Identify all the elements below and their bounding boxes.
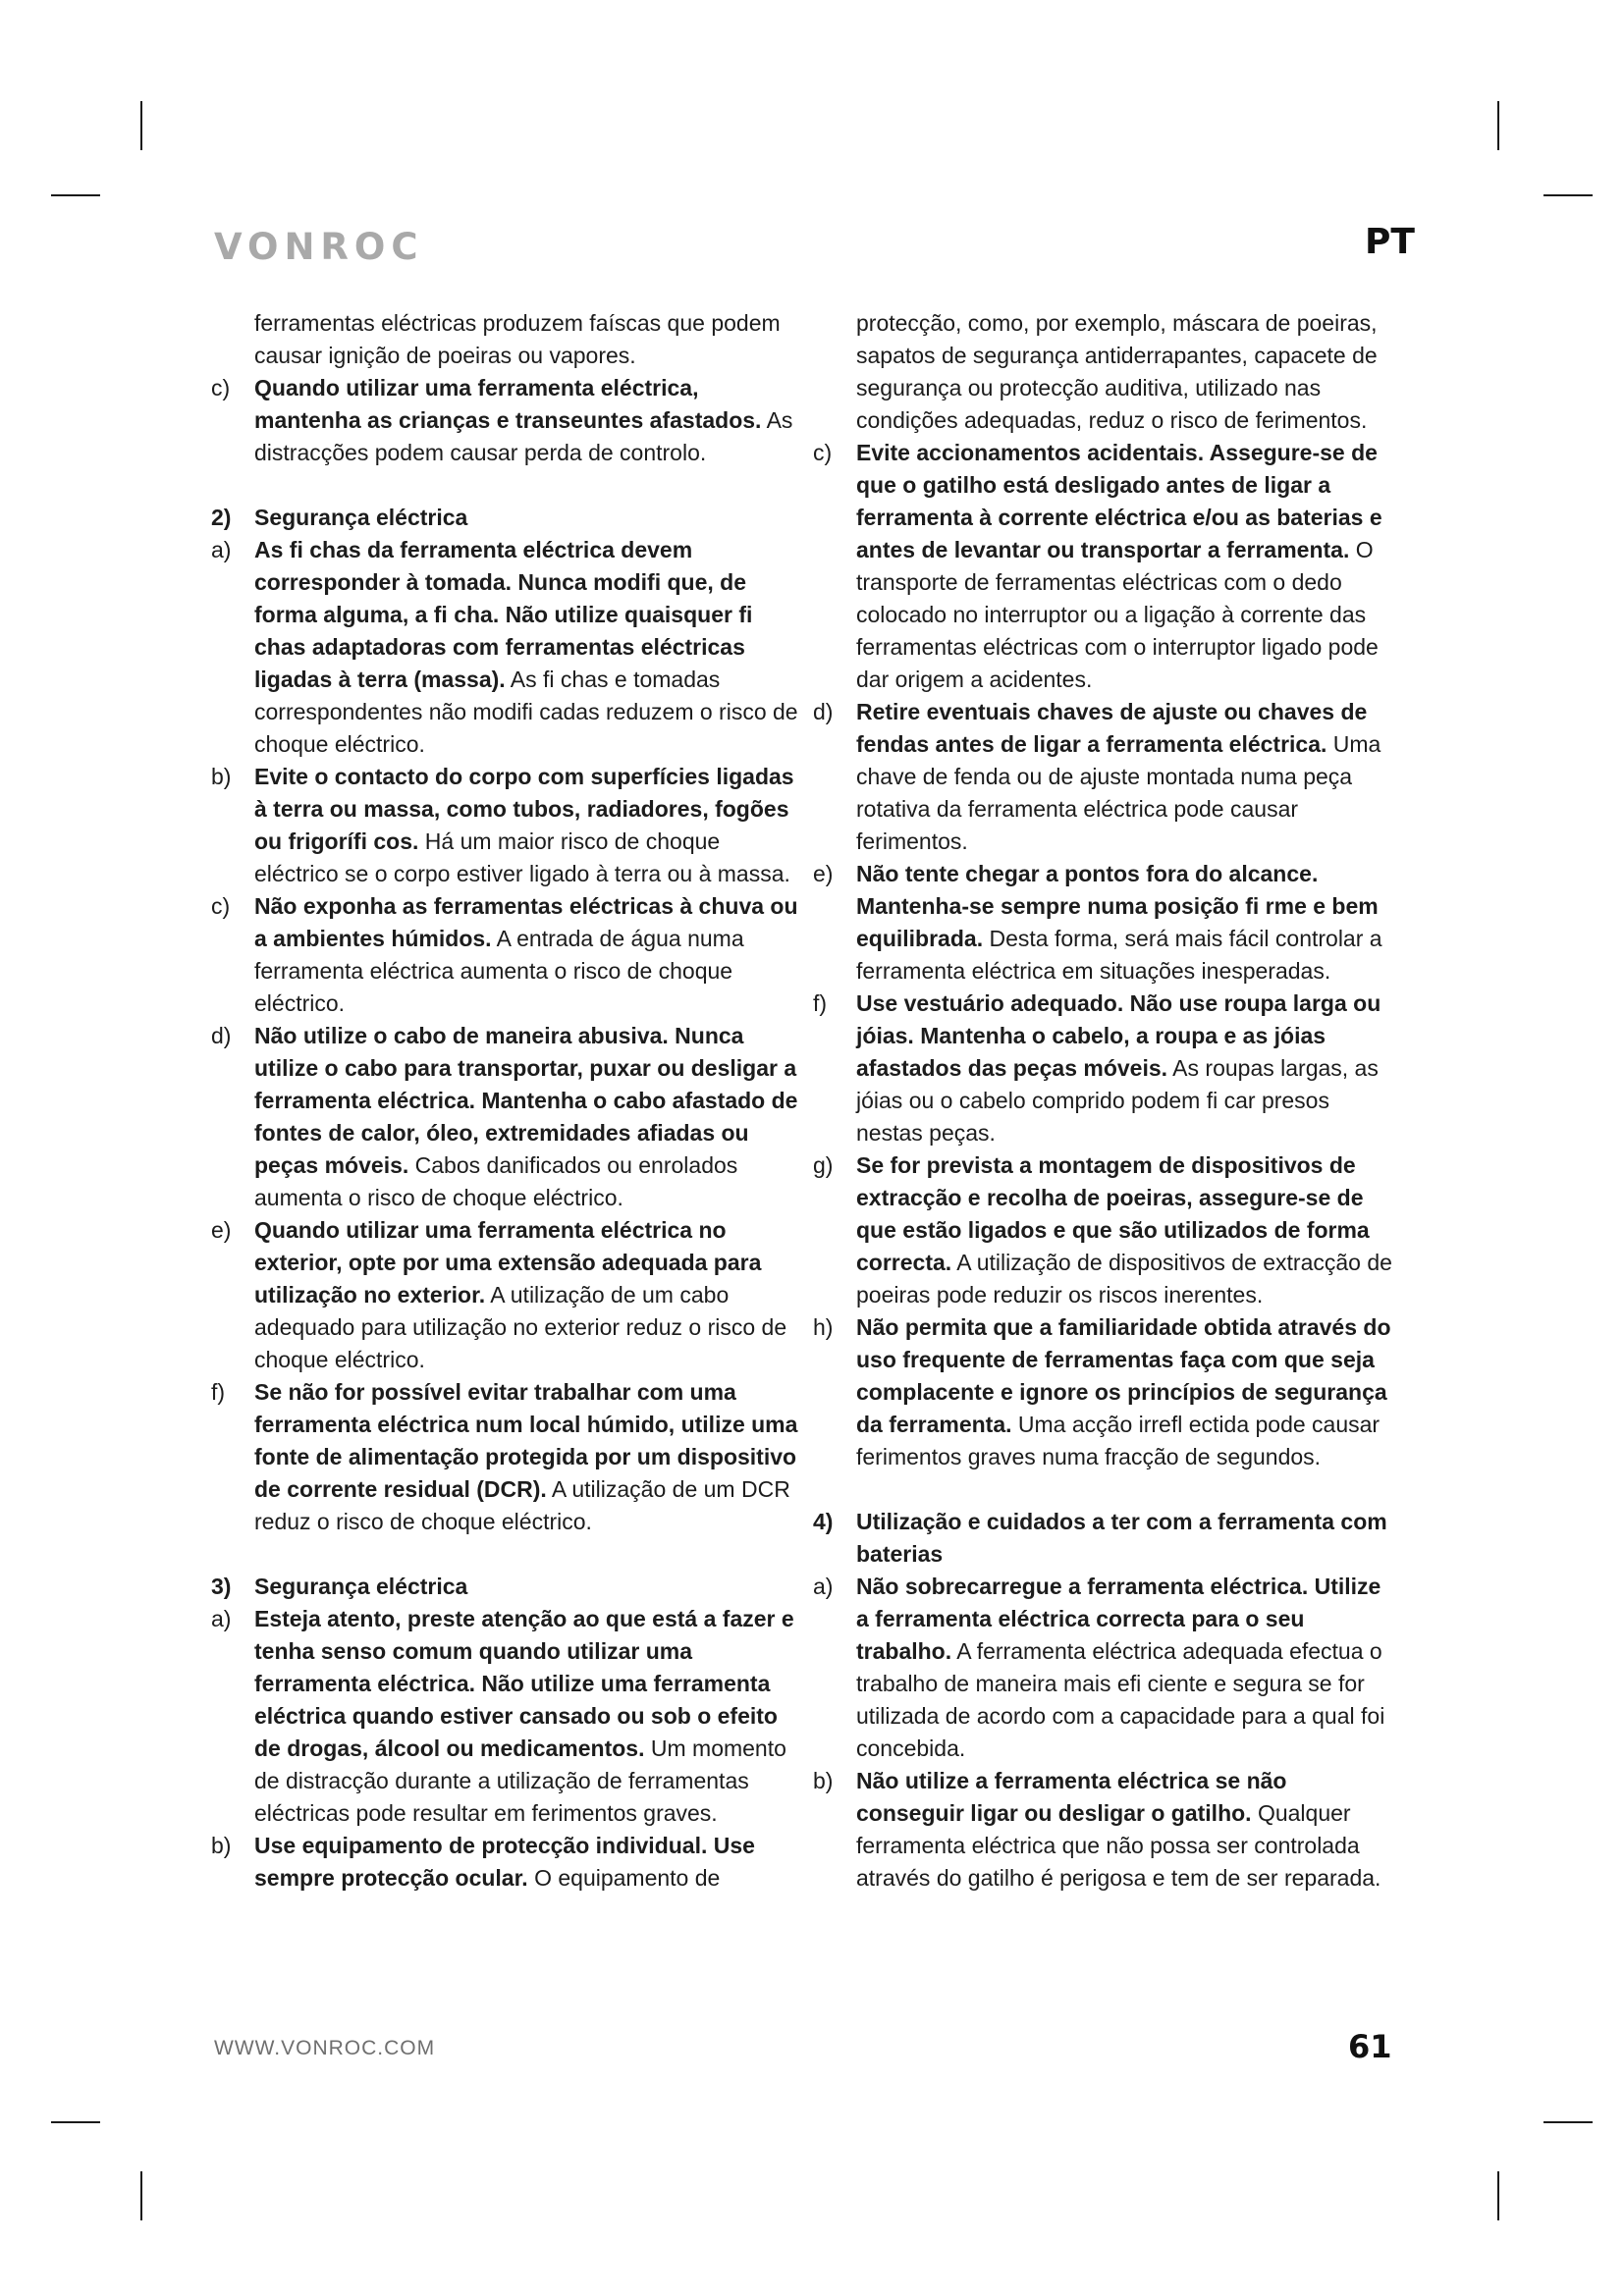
item-label: b) xyxy=(813,1768,834,1793)
list-item xyxy=(211,1020,800,1214)
list-item xyxy=(813,696,1394,858)
item-emphasis: Esteja atento, preste atenção ao que está a fazer e tenha senso comum quando utilizar uma ferramenta eléctrica. Não utilize uma ferramenta eléctrica quando estiver cansado ou sob o efeito de drogas, álcool ou medicamentos. xyxy=(254,1606,794,1761)
item-text: O transporte de ferramentas eléctricas com o dedo colocado no interruptor ou a ligação à corrente das ferramentas eléctricas com o interruptor ligado pode dar origem a acidentes. xyxy=(856,537,1379,692)
continued-paragraph: protecção, como, por exemplo, máscara de poeiras, sapatos de segurança antiderrapantes, capacete de segurança ou protecção auditiva, utilizado nas condições adequadas, reduz o risco de ferimentos. xyxy=(856,310,1378,433)
section-number: 2) xyxy=(211,505,232,530)
list-item xyxy=(211,1376,800,1538)
list-item xyxy=(211,761,800,890)
item-label: d) xyxy=(813,699,834,724)
item-label: c) xyxy=(211,893,231,919)
item-label: f) xyxy=(813,990,828,1016)
item-emphasis: Não exponha as ferramentas eléctricas à chuva ou a ambientes húmidos. xyxy=(254,893,798,951)
item-text: Qualquer ferramenta eléctrica que não possa ser controlada através do gatilho é perigosa e tem de ser reparada. xyxy=(856,1800,1381,1891)
item-text: As fi chas e tomadas correspondentes não modifi cadas reduzem o risco de choque eléctrico. xyxy=(254,667,798,757)
list-item xyxy=(211,1214,800,1376)
item-text: As roupas largas, as jóias ou o cabelo comprido podem fi car presos nestas peças. xyxy=(856,1055,1379,1146)
list-item xyxy=(211,372,800,469)
item-label: a) xyxy=(813,1574,834,1599)
item-emphasis: Quando utilizar uma ferramenta eléctrica no exterior, opte por uma extensão adequada para utilização no exterior. xyxy=(254,1217,762,1308)
item-label: e) xyxy=(211,1217,232,1243)
item-text: Desta forma, será mais fácil controlar a ferramenta eléctrica em situações inesperadas. xyxy=(856,926,1382,984)
item-emphasis: Evite accionamentos acidentais. Assegure-se de que o gatilho está desligado antes de ligar a ferramenta à corrente eléctrica e/ou as baterias e antes de levantar ou transportar a ferramenta. xyxy=(856,440,1382,562)
crop-mark xyxy=(140,101,142,150)
item-emphasis: Se não for possível evitar trabalhar com uma ferramenta eléctrica num local húmido, utilize uma fonte de alimentação protegida por um dispositivo de corrente residual (DCR). xyxy=(254,1379,798,1502)
list-item xyxy=(813,1571,1394,1765)
language-code: PT xyxy=(1365,222,1415,262)
item-emphasis: Não sobrecarregue a ferramenta eléctrica. Utilize a ferramenta eléctrica correcta para o seu trabalho. xyxy=(856,1574,1381,1664)
item-label: b) xyxy=(211,764,232,789)
item-emphasis: Não permita que a familiaridade obtida através do uso frequente de ferramentas faça com que seja complacente e ignore os princípios de segurança da ferramenta. xyxy=(856,1314,1391,1437)
right-column xyxy=(813,307,1394,1895)
item-label: e) xyxy=(813,861,834,886)
item-emphasis: Evite o contacto do corpo com superfícies ligadas à terra ou massa, como tubos, radiadores, fogões ou frigorífi cos. xyxy=(254,764,794,854)
item-text: A utilização de um DCR reduz o risco de choque eléctrico. xyxy=(254,1476,790,1534)
list-item xyxy=(813,437,1394,696)
crop-mark xyxy=(51,194,100,196)
item-label: f) xyxy=(211,1379,226,1405)
item-text: A entrada de água numa ferramenta eléctrica aumenta o risco de choque eléctrico. xyxy=(254,926,744,1016)
footer-url: WWW.VONROC.COM xyxy=(214,2037,436,2059)
continued-paragraph: ferramentas eléctricas produzem faíscas que podem causar ignição de poeiras ou vapores. xyxy=(254,310,781,368)
list-item xyxy=(813,988,1394,1149)
list-item xyxy=(211,1830,800,1895)
section-heading xyxy=(211,1571,800,1603)
item-emphasis: As fi chas da ferramenta eléctrica devem corresponder à tomada. Nunca modifi que, de forma alguma, a fi cha. Não utilize quaisquer fi chas adaptadoras com ferramentas eléctricas ligadas à terra (massa). xyxy=(254,537,753,692)
item-text: As distracções podem causar perda de controlo. xyxy=(254,407,793,465)
item-text: Cabos danificados ou enrolados aumenta o risco de choque eléctrico. xyxy=(254,1152,738,1210)
item-text: Há um maior risco de choque eléctrico se o corpo estiver ligado à terra ou à massa. xyxy=(254,828,790,886)
list-item xyxy=(813,858,1394,988)
item-label: g) xyxy=(813,1152,834,1178)
item-label: a) xyxy=(211,537,232,562)
item-text: Uma chave de fenda ou de ajuste montada numa peça rotativa da ferramenta eléctrica pode causar ferimentos. xyxy=(856,731,1381,854)
section-title: Segurança eléctrica xyxy=(254,505,468,530)
item-text: A utilização de dispositivos de extracção de poeiras pode reduzir os riscos inerentes. xyxy=(856,1250,1392,1308)
list-item xyxy=(211,890,800,1020)
crop-mark xyxy=(1543,194,1593,196)
item-emphasis: Não utilize o cabo de maneira abusiva. Nunca utilize o cabo para transportar, puxar ou desligar a ferramenta eléctrica. Mantenha o cabo afastado de fontes de calor, óleo, extremidades afiadas ou peças móveis. xyxy=(254,1023,798,1178)
list-item xyxy=(813,1311,1394,1473)
crop-mark xyxy=(1497,2171,1499,2220)
item-label: d) xyxy=(211,1023,232,1048)
list-item xyxy=(813,1149,1394,1311)
item-emphasis: Quando utilizar uma ferramenta eléctrica, mantenha as crianças e transeuntes afastados. xyxy=(254,375,762,433)
item-label: a) xyxy=(211,1606,232,1631)
item-text: Uma acção irrefl ectida pode causar ferimentos graves numa fracção de segundos. xyxy=(856,1412,1380,1469)
item-label: c) xyxy=(813,440,833,465)
item-label: b) xyxy=(211,1833,232,1858)
item-text: O equipamento de xyxy=(527,1865,721,1891)
section-title: Utilização e cuidados a ter com a ferramenta com baterias xyxy=(856,1509,1387,1567)
item-text: A ferramenta eléctrica adequada efectua o trabalho de maneira mais efi ciente e segura se for utilizada de acordo com a capacidade para a qual foi concebida. xyxy=(856,1638,1385,1761)
item-emphasis: Não utilize a ferramenta eléctrica se não conseguir ligar ou desligar o gatilho. xyxy=(856,1768,1287,1826)
section-number: 4) xyxy=(813,1509,834,1534)
item-emphasis: Retire eventuais chaves de ajuste ou chaves de fendas antes de ligar a ferramenta eléctrica. xyxy=(856,699,1368,757)
crop-mark xyxy=(140,2171,142,2220)
section-number: 3) xyxy=(211,1574,232,1599)
crop-mark xyxy=(1497,101,1499,150)
crop-mark xyxy=(1543,2121,1593,2123)
item-label: h) xyxy=(813,1314,834,1340)
brand-logo: VONROC xyxy=(214,226,424,268)
list-item xyxy=(211,534,800,761)
item-emphasis: Use equipamento de protecção individual. Use sempre protecção ocular. xyxy=(254,1833,755,1891)
section-heading xyxy=(211,502,800,534)
section-title: Segurança eléctrica xyxy=(254,1574,468,1599)
list-item xyxy=(211,1603,800,1830)
item-text: A utilização de um cabo adequado para utilização no exterior reduz o risco de choque eléctrico. xyxy=(254,1282,787,1372)
section-heading xyxy=(813,1506,1394,1571)
item-text: Um momento de distracção durante a utilização de ferramentas eléctricas pode resultar em ferimentos graves. xyxy=(254,1735,786,1826)
crop-mark xyxy=(51,2121,100,2123)
item-emphasis: Não tente chegar a pontos fora do alcance. Mantenha-se sempre numa posição fi rme e bem equilibrada. xyxy=(856,861,1379,951)
item-emphasis: Se for prevista a montagem de dispositivos de extracção e recolha de poeiras, assegure-se de que estão ligados e que são utilizados de forma correcta. xyxy=(856,1152,1370,1275)
page-number: 61 xyxy=(1348,2028,1392,2065)
item-emphasis: Use vestuário adequado. Não use roupa larga ou jóias. Mantenha o cabelo, a roupa e as jóias afastados das peças móveis. xyxy=(856,990,1381,1081)
left-column xyxy=(211,307,800,1895)
item-label: c) xyxy=(211,375,231,400)
list-item xyxy=(813,1765,1394,1895)
